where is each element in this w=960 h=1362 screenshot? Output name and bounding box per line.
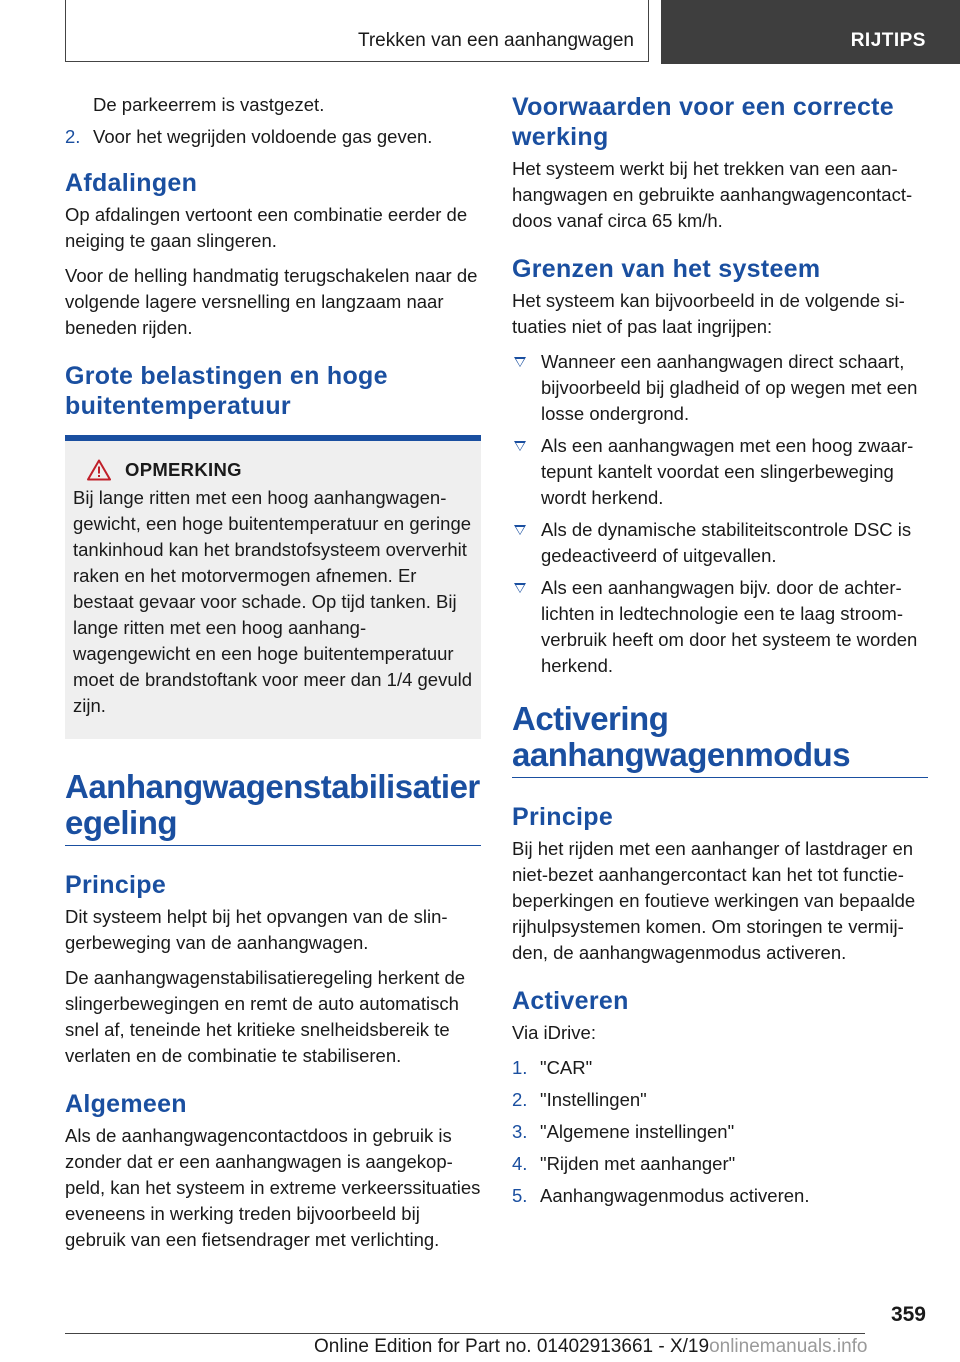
list-item	[512, 433, 928, 511]
list-item-text: Als een aanhangwagen bijv. door de achterlichten in ledtechnologie een te laag stroomverbruik heeft om door het systeem te worden herkend.	[541, 577, 918, 676]
step-1-continuation: De parkeerrem is vastgezet.	[93, 94, 325, 115]
step-number: 4.	[512, 1153, 528, 1174]
step-list-continued	[65, 124, 481, 150]
section-rule	[65, 769, 481, 846]
heading-grenzen: Grenzen van het systeem	[512, 255, 821, 283]
bullet-triangle-icon	[514, 441, 526, 451]
bullet-triangle-icon	[514, 357, 526, 367]
section-tab	[661, 0, 960, 64]
step-number: 3.	[512, 1121, 528, 1142]
paragraph: Als de aanhangwagencontactdoos in gebruik is zonder dat er een aanhangwagen is aangekoppeld, kan het systeem in extreme verkeerssituaties eveneens in werking treden bijvoorbeeld bij gebruik van een fietsendrager met verlichting.	[65, 1125, 481, 1250]
left-column	[65, 92, 481, 1262]
list-item	[512, 1087, 928, 1113]
list-item	[512, 1183, 928, 1209]
section-tab-label: RIJTIPS	[850, 30, 926, 51]
heading-principe: Principe	[65, 871, 167, 899]
paragraph: Op afdalingen vertoont een combinatie eerder de neiging te gaan slingeren.	[65, 204, 468, 251]
list-item-text: Als de dynamische stabiliteitscontrole DSC is gedeactiveerd of uitgevallen.	[541, 519, 912, 566]
paragraph: Voor de helling handmatig terugschakelen naar de volgende lagere versnelling en langzaam naar beneden rijden.	[65, 265, 478, 338]
heading-algemeen: Algemeen	[65, 1090, 187, 1118]
notice-box	[65, 435, 481, 739]
list-item	[512, 1151, 928, 1177]
list-item	[512, 575, 928, 679]
paragraph: Het systeem kan bijvoorbeeld in de volgende situaties niet of pas laat ingrijpen:	[512, 290, 905, 337]
notice-header	[73, 459, 473, 481]
heading-principe: Principe	[512, 803, 614, 831]
step-text: Voor het wegrijden voldoende gas geven.	[93, 126, 433, 147]
step-text: "CAR"	[540, 1057, 593, 1078]
section-rule	[512, 701, 928, 778]
paragraph: Het systeem werkt bij het trekken van een aanhangwagen en gebruikte aanhangwagencontactdoos vanaf circa 65 km/h.	[512, 158, 913, 231]
edition-text: Online Edition for Part no. 01402913661 - X/19	[314, 1336, 710, 1357]
notice-text: Bij lange ritten met een hoog aanhangwagengewicht, een hoge buitentemperatuur en geringe tankinhoud kan het brandstofsysteem oververhit raken en het motorvermogen afnemen. Er bestaat gevaar voor schade. Op tijd tanken. Bij lange ritten met een hoog aanhangwagengewicht en een hoge buitentemperatuur moet de brandstoftank voor meer dan 1/4 gevuld zijn.	[73, 487, 473, 716]
step-number: 2.	[65, 126, 81, 147]
heading-aanhangwagenstabilisatieregeling: Aanhangwagenstabilisatieregeling	[65, 768, 480, 841]
heading-grote-belastingen: Grote belastingen en hoge buitentemperatuur	[65, 362, 388, 420]
bullet-list	[512, 349, 928, 679]
paragraph: De aanhangwagenstabilisatieregeling herkent de slingerbewegingen en remt de auto automatisch snel af, teneinde het kritieke snelheidsbereik te verlaten en de combinatie te stabiliseren.	[65, 967, 466, 1066]
list-item	[512, 1119, 928, 1145]
step-text: "Rijden met aanhanger"	[540, 1153, 736, 1174]
paragraph: Dit systeem helpt bij het opvangen van de slingerbeweging van de aanhangwagen.	[65, 906, 448, 953]
heading-voorwaarden: Voorwaarden voor een correcte werking	[512, 93, 894, 151]
bullet-triangle-icon	[514, 583, 526, 593]
heading-activering: Activering aanhangwagenmodus	[512, 700, 851, 773]
step-text: Aanhangwagenmodus activeren.	[540, 1185, 810, 1206]
paragraph: Bij het rijden met een aanhanger of lastdrager en niet-bezet aanhangercontact kan het tot functiebeperkingen en foutieve werkingen van bepaalde rijhulpsystemen komen. Om storingen te vermijden, de aanhangwagenmodus activeren.	[512, 838, 916, 963]
step-number: 2.	[512, 1089, 528, 1110]
footer	[314, 1336, 868, 1358]
step-list	[512, 1055, 928, 1209]
list-item	[65, 124, 481, 150]
bullet-triangle-icon	[514, 525, 526, 535]
list-item	[512, 517, 928, 569]
page-header	[0, 0, 960, 64]
warning-triangle-icon	[87, 459, 111, 481]
list-item-text: Wanneer een aanhangwagen direct schaart, bijvoorbeeld bij gladheid of op wegen met een losse ondergrond.	[541, 351, 918, 424]
right-column	[512, 92, 928, 1218]
page-number: 359	[890, 1303, 926, 1326]
watermark: onlinemanuals.info	[709, 1336, 868, 1357]
step-text: "Algemene instellingen"	[540, 1121, 735, 1142]
step-number: 1.	[512, 1057, 528, 1078]
list-item-text: Als een aanhangwagen met een hoog zwaartepunt kantelt voordat een slingerbeweging wordt herkend.	[541, 435, 914, 508]
header-title-box	[65, 0, 649, 62]
heading-afdalingen: Afdalingen	[65, 169, 198, 197]
step-text: "Instellingen"	[540, 1089, 647, 1110]
step-number: 5.	[512, 1185, 528, 1206]
paragraph: Via iDrive:	[512, 1022, 596, 1043]
list-item	[512, 349, 928, 427]
footer-rule	[65, 1333, 865, 1334]
notice-title: OPMERKING	[125, 459, 242, 480]
list-item	[512, 1055, 928, 1081]
chapter-title: Trekken van een aanhangwagen	[357, 30, 634, 51]
heading-activeren: Activeren	[512, 987, 629, 1015]
